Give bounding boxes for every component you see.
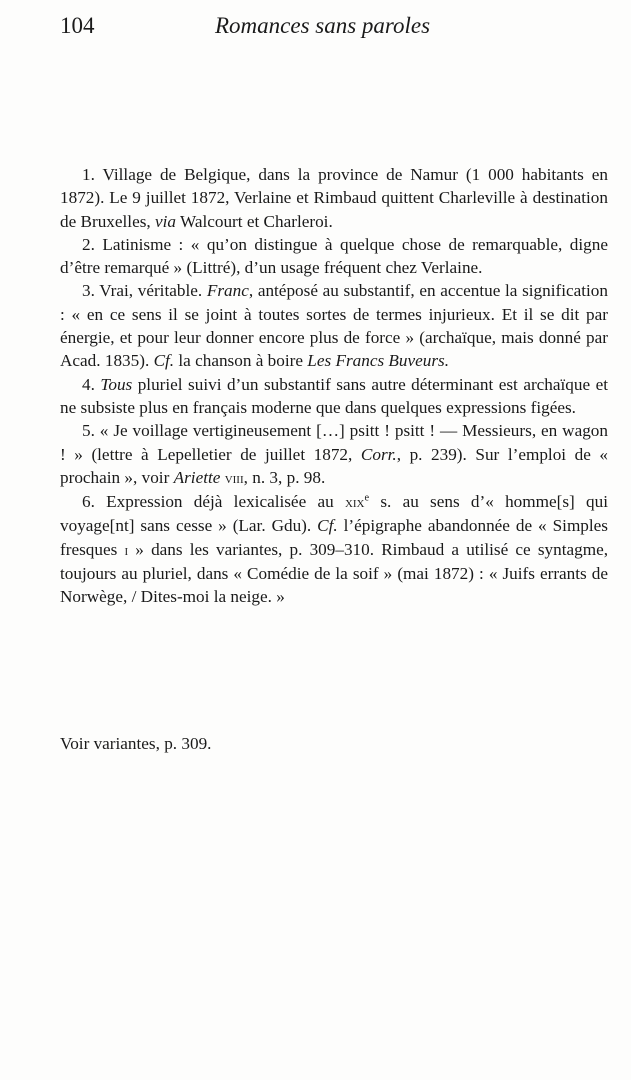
footnote-2 xyxy=(60,233,608,280)
footnote-6 xyxy=(60,490,608,608)
footnote-text: 1. Village de Belgique, dans la province de Namur (1 000 habitants en 1872). Le 9 juillet 1872, Verlaine et Rimbaud quittent Charleville à destination de Bruxelles, xyxy=(60,165,608,231)
footnote-4 xyxy=(60,373,608,420)
variants-reference: Voir variantes, p. 309. xyxy=(60,734,212,753)
footnote-text: viii xyxy=(224,469,244,487)
running-head xyxy=(60,10,610,42)
footnote-text: Les Francs Buveurs. xyxy=(307,351,450,371)
footnote-text: Corr. xyxy=(360,444,397,464)
footnote-text: s. au sens d’« homme[s] qui voyage[nt] sans cesse » (Lar. Gdu). xyxy=(60,492,608,536)
footnote-1 xyxy=(60,163,608,233)
footnote-text: Cf. xyxy=(317,516,338,536)
footnote-text: pluriel suivi d’un substantif sans autre déterminant est archaïque et ne subsiste plus en français moderne que dans quelques expressions figées. xyxy=(60,374,608,417)
footnote-text: via xyxy=(155,211,176,231)
footnote-text: i xyxy=(124,541,129,559)
footnote-5 xyxy=(60,419,608,490)
footnote-text: » dans les variantes, p. 309–310. Rimbaud a utilisé ce syntagme, toujours au pluriel, dans « Comédie de la soif » (mai 1872) : « Juifs errants de Norwège, / Dites-moi la neige. » xyxy=(60,539,608,607)
running-title: Romances sans paroles xyxy=(215,13,431,38)
footnote-text: Franc xyxy=(206,281,249,301)
footnote-text: Ariette xyxy=(173,467,221,487)
footnote-text: Tous xyxy=(100,374,133,394)
footnote-text: 6. Expression déjà lexicalisée au xyxy=(82,492,345,512)
footnote-text: xix xyxy=(344,494,365,512)
footnote-text: l’épigraphe abandonnée de « Simples fresques xyxy=(60,516,608,559)
footnote-text: , antéposé au substantif, en accentue la signification : « en ce sens il se joint à toutes sortes de termes injurieux. Et il se dit par énergie, et pour leur donner encore plus de force » (archaïque, mais donné par Acad. 1835). xyxy=(60,281,608,371)
footnote-text: , n. 3, p. 98. xyxy=(243,467,326,487)
footnote-text: , p. 239). Sur l’emploi de « prochain », voir xyxy=(60,444,608,487)
page-number: 104 xyxy=(60,13,95,38)
footnote-text: 4. xyxy=(82,374,101,394)
footnote-text: la chanson à boire xyxy=(174,351,308,371)
footnote-3 xyxy=(60,279,608,372)
footnotes xyxy=(60,163,608,609)
footnote-text: 5. « Je voillage vertigineusement […] psitt ! psitt ! — Messieurs, en wagon ! » (lettre à Lepelletier de juillet 1872, xyxy=(60,421,608,464)
footnote-text: Cf. xyxy=(153,351,175,371)
footnote-text: 2. Latinisme : « qu’on distingue à quelque chose de remarquable, digne d’être remarqué » (Littré), d’un usage fréquent chez Verlaine. xyxy=(60,234,608,278)
footnote-text: Walcourt et Charleroi. xyxy=(176,211,333,231)
footnote-text: e xyxy=(364,492,370,504)
footnote-text: 3. Vrai, véritable. xyxy=(82,281,207,301)
